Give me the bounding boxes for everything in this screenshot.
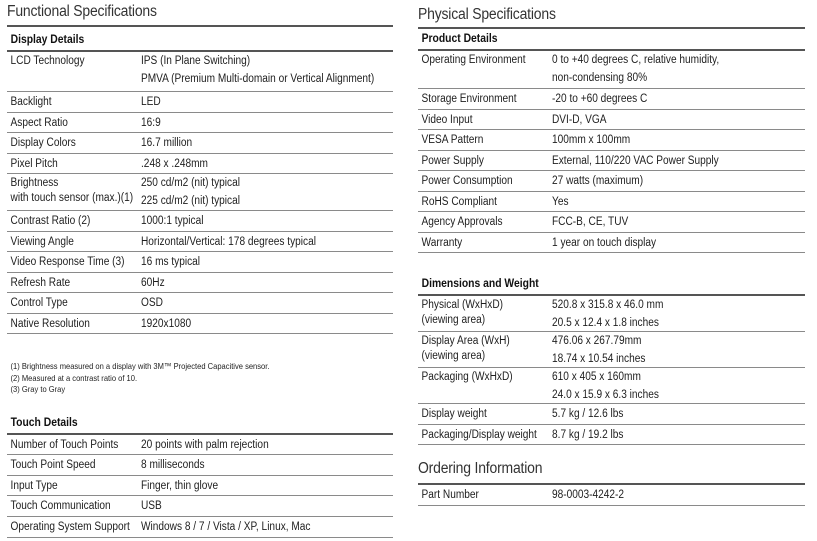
spec-label-line: (viewing area) bbox=[421, 314, 486, 326]
spec-label bbox=[7, 54, 125, 91]
spec-value-line: OSD bbox=[141, 297, 163, 309]
spec-value-line: FCC-B, CE, TUV bbox=[552, 216, 629, 228]
spec-label-line: Storage Environment bbox=[421, 93, 517, 105]
spec-row bbox=[7, 314, 393, 335]
spec-value bbox=[141, 136, 363, 153]
spec-value-line: 1000:1 typical bbox=[141, 215, 204, 227]
product-details-table bbox=[418, 51, 805, 253]
spec-value-line: 225 cd/m2 (nit) typical bbox=[141, 195, 240, 207]
spec-label-line: Contrast Ratio (2) bbox=[10, 215, 91, 227]
spec-label bbox=[7, 479, 125, 496]
spec-label bbox=[7, 296, 125, 313]
spec-value bbox=[141, 54, 374, 91]
spec-value bbox=[141, 157, 363, 174]
physical-specifications-title: Physical Specifications bbox=[418, 6, 556, 23]
spec-value-line: 16:9 bbox=[141, 116, 161, 129]
spec-value bbox=[552, 334, 775, 367]
spec-label bbox=[7, 276, 125, 293]
spec-value-line: 27 watts (maximum) bbox=[552, 175, 644, 187]
product-details-heading: Product Details bbox=[421, 33, 498, 45]
spec-value-line: External, 110/220 VAC Power Supply bbox=[552, 154, 719, 167]
spec-row bbox=[418, 89, 805, 110]
spec-label-line: Number of Touch Points bbox=[10, 438, 119, 451]
spec-label-line: Refresh Rate bbox=[10, 276, 71, 289]
spec-row bbox=[7, 252, 393, 273]
spec-value-line: 1 year on touch display bbox=[552, 236, 657, 249]
spec-value-line: 24.0 x 15.9 x 6.3 inches bbox=[552, 389, 659, 401]
spec-label bbox=[7, 458, 125, 475]
spec-label bbox=[418, 174, 536, 191]
spec-value bbox=[552, 113, 775, 130]
spec-row bbox=[7, 293, 393, 314]
spec-row bbox=[418, 130, 805, 151]
spec-value bbox=[141, 214, 363, 231]
spec-value-line: Windows 8 / 7 / Vista / XP, Linux, Mac bbox=[141, 520, 311, 533]
spec-value-line: 520.8 x 315.8 x 46.0 mm bbox=[552, 299, 664, 311]
spec-value bbox=[552, 236, 775, 253]
spec-row bbox=[418, 171, 805, 192]
spec-value bbox=[552, 92, 775, 109]
spec-row bbox=[418, 485, 805, 506]
spec-row bbox=[7, 435, 393, 456]
ordering-information-table bbox=[418, 485, 805, 506]
spec-value bbox=[141, 95, 363, 112]
spec-label-line: with touch sensor (max.)(1) bbox=[10, 192, 134, 204]
spec-label-line: Physical (WxHxD) bbox=[421, 299, 504, 311]
spec-row bbox=[418, 151, 805, 172]
spec-value-line: -20 to +60 degrees C bbox=[552, 93, 648, 105]
spec-label bbox=[418, 298, 536, 331]
spec-label-line: Part Number bbox=[421, 489, 479, 501]
spec-label-line: Touch Communication bbox=[10, 500, 111, 512]
spec-row bbox=[418, 425, 805, 446]
spec-value-line: USB bbox=[141, 500, 162, 512]
spec-label bbox=[418, 407, 536, 424]
spec-label bbox=[7, 116, 125, 133]
spec-row bbox=[7, 52, 393, 92]
spec-row bbox=[7, 154, 393, 175]
spec-value-line: 100mm x 100mm bbox=[552, 134, 631, 146]
spec-label-line: Packaging (WxHxD) bbox=[421, 371, 513, 383]
spec-value-line: non-condensing 80% bbox=[552, 72, 648, 84]
spec-row bbox=[418, 368, 805, 404]
spec-label-line: Operating Environment bbox=[421, 54, 526, 66]
spec-value bbox=[552, 370, 775, 403]
dimensions-weight-table bbox=[418, 296, 805, 445]
ordering-information-title: Ordering Information bbox=[418, 460, 543, 477]
spec-label bbox=[418, 488, 536, 505]
spec-value-line: 20.5 x 12.4 x 1.8 inches bbox=[552, 317, 659, 329]
spec-label bbox=[7, 235, 125, 252]
spec-value-line: 8.7 kg / 19.2 lbs bbox=[552, 428, 624, 441]
touch-details-table bbox=[7, 435, 393, 538]
spec-label bbox=[418, 92, 536, 109]
spec-label-line: (viewing area) bbox=[421, 350, 486, 362]
spec-value bbox=[552, 174, 775, 191]
spec-row bbox=[418, 51, 805, 89]
spec-row bbox=[7, 273, 393, 294]
spec-value-line: 5.7 kg / 12.6 lbs bbox=[552, 408, 624, 420]
spec-value bbox=[141, 176, 363, 210]
spec-value-line: 98-0003-4242-2 bbox=[552, 489, 625, 501]
spec-label-line: Operating System Support bbox=[10, 520, 130, 533]
spec-value bbox=[552, 195, 775, 212]
spec-value-line: Horizontal/Vertical: 178 degrees typical bbox=[141, 235, 316, 248]
spec-label bbox=[418, 370, 536, 403]
spec-value bbox=[552, 215, 775, 232]
spec-value bbox=[141, 438, 363, 455]
spec-label bbox=[418, 53, 536, 88]
spec-value-line: Yes bbox=[552, 195, 569, 208]
spec-value bbox=[141, 235, 363, 252]
spec-label bbox=[418, 195, 536, 212]
spec-value-line: 60Hz bbox=[141, 276, 165, 289]
spec-label-line: LCD Technology bbox=[10, 55, 85, 67]
footnote: (1) Brightness measured on a display with 3M™ Projected Capacitive sensor. bbox=[10, 361, 270, 371]
spec-label-line: Power Consumption bbox=[421, 175, 513, 187]
spec-value-line: 250 cd/m2 (nit) typical bbox=[141, 177, 240, 189]
spec-label bbox=[418, 154, 536, 171]
spec-label bbox=[418, 428, 536, 445]
spec-value-line: .248 x .248mm bbox=[141, 157, 208, 170]
spec-label-line: Control Type bbox=[10, 297, 68, 309]
spec-value-line: DVI-D, VGA bbox=[552, 113, 607, 126]
footnote: (2) Measured at a contrast ratio of 10. bbox=[10, 372, 138, 383]
spec-value bbox=[552, 428, 775, 445]
spec-row bbox=[7, 455, 393, 476]
spec-label-line: Backlight bbox=[10, 96, 52, 108]
spec-label bbox=[7, 157, 125, 174]
spec-label bbox=[7, 176, 134, 210]
spec-label bbox=[418, 215, 536, 232]
spec-value bbox=[552, 407, 775, 424]
spec-label-line: Packaging/Display weight bbox=[421, 428, 537, 441]
spec-label-line: Display Area (WxH) bbox=[421, 335, 510, 347]
spec-value bbox=[141, 520, 363, 537]
spec-row bbox=[418, 404, 805, 425]
spec-value bbox=[141, 276, 363, 293]
spec-label bbox=[7, 317, 125, 334]
spec-value bbox=[141, 255, 363, 272]
spec-row bbox=[7, 92, 393, 113]
spec-value bbox=[552, 488, 775, 505]
spec-value bbox=[141, 479, 363, 496]
spec-row bbox=[418, 192, 805, 213]
spec-value-line: 16 ms typical bbox=[141, 256, 201, 268]
footnote: (3) Gray to Gray bbox=[10, 384, 66, 394]
spec-row bbox=[7, 211, 393, 232]
spec-value-line: 476.06 x 267.79mm bbox=[552, 335, 642, 347]
spec-label-line: Brightness bbox=[10, 177, 59, 189]
spec-value bbox=[141, 499, 363, 516]
physical-specifications-column bbox=[418, 0, 805, 506]
spec-label-line: Warranty bbox=[421, 236, 463, 249]
spec-value-line: 610 x 405 x 160mm bbox=[552, 371, 641, 383]
functional-specifications-column bbox=[7, 0, 393, 538]
spec-row bbox=[7, 517, 393, 538]
spec-label bbox=[418, 334, 536, 367]
spec-label bbox=[7, 95, 125, 112]
spec-row bbox=[7, 113, 393, 134]
spec-label bbox=[418, 236, 536, 253]
spec-label-line: Viewing Angle bbox=[10, 235, 74, 248]
spec-value-line: 0 to +40 degrees C, relative humidity, bbox=[552, 54, 720, 66]
spec-value-line: 16.7 million bbox=[141, 137, 193, 149]
spec-value bbox=[141, 296, 363, 313]
spec-row bbox=[418, 233, 805, 254]
spec-label bbox=[7, 214, 125, 231]
spec-value bbox=[552, 298, 775, 331]
title-rule bbox=[7, 25, 393, 27]
spec-label-line: VESA Pattern bbox=[421, 134, 484, 146]
spec-row bbox=[7, 496, 393, 517]
spec-label-line: Power Supply bbox=[421, 154, 484, 167]
spec-label bbox=[7, 438, 125, 455]
touch-details-heading: Touch Details bbox=[10, 416, 78, 429]
spec-value-line: IPS (In Plane Switching) bbox=[141, 55, 251, 67]
display-details-table bbox=[7, 52, 393, 334]
spec-label bbox=[418, 113, 536, 130]
spec-value bbox=[141, 458, 363, 475]
spec-row bbox=[7, 476, 393, 497]
spec-label-line: Native Resolution bbox=[10, 317, 90, 330]
spec-row bbox=[418, 296, 805, 332]
spec-row bbox=[7, 232, 393, 253]
spec-label-line: Input Type bbox=[10, 479, 58, 492]
spec-row bbox=[418, 332, 805, 368]
spec-value bbox=[552, 133, 775, 150]
spec-label bbox=[7, 499, 125, 516]
spec-value-line: 20 points with palm rejection bbox=[141, 438, 269, 451]
spec-label-line: Pixel Pitch bbox=[10, 157, 58, 170]
spec-row bbox=[418, 110, 805, 131]
display-details-heading: Display Details bbox=[10, 34, 85, 46]
display-footnotes bbox=[7, 361, 393, 396]
spec-label-line: Display Colors bbox=[10, 137, 76, 149]
spec-value-line: 18.74 x 10.54 inches bbox=[552, 353, 646, 365]
spec-value-line: Finger, thin glove bbox=[141, 479, 219, 492]
spec-label-line: Agency Approvals bbox=[421, 216, 503, 228]
functional-specifications-title: Functional Specifications bbox=[7, 3, 157, 20]
spec-value-line: 8 milliseconds bbox=[141, 459, 205, 471]
spec-value bbox=[141, 317, 363, 334]
spec-value-line: PMVA (Premium Multi-domain or Vertical Alignment) bbox=[141, 73, 375, 85]
spec-row bbox=[418, 212, 805, 233]
spec-label bbox=[418, 133, 536, 150]
dimensions-weight-heading: Dimensions and Weight bbox=[421, 278, 539, 290]
spec-label-line: Aspect Ratio bbox=[10, 116, 68, 129]
spec-label bbox=[7, 520, 130, 537]
spec-label-line: Display weight bbox=[421, 408, 487, 420]
spec-value-line: 1920x1080 bbox=[141, 317, 192, 330]
spec-label-line: Video Input bbox=[421, 113, 473, 126]
spec-value bbox=[552, 154, 775, 171]
spec-value bbox=[141, 116, 363, 133]
spec-label-line: Video Response Time (3) bbox=[10, 256, 125, 268]
spec-value-line: LED bbox=[141, 96, 161, 108]
spec-label-line: RoHS Compliant bbox=[421, 195, 497, 208]
spec-row bbox=[7, 174, 393, 211]
spec-label-line: Touch Point Speed bbox=[10, 459, 96, 471]
spec-label bbox=[7, 136, 125, 153]
spec-row bbox=[7, 133, 393, 154]
spec-label bbox=[7, 255, 125, 272]
spec-value bbox=[552, 53, 775, 88]
